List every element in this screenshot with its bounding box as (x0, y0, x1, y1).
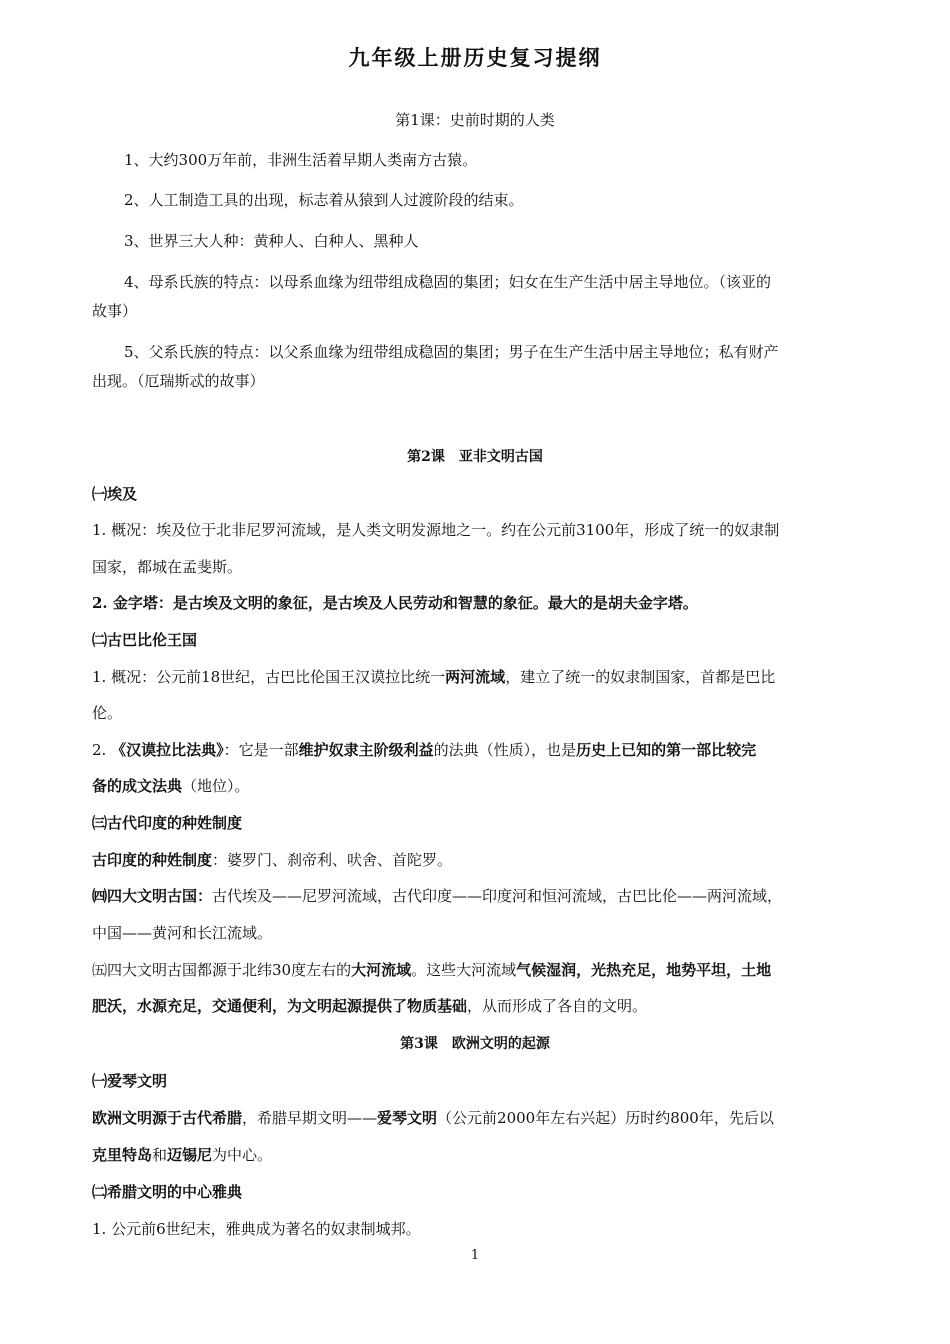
babylon-overview-cont: 伦。 (92, 704, 123, 722)
river-origin-cont (92, 996, 647, 1016)
egypt-overview: 1. 概况：埃及位于北非尼罗河流域，是人类文明发源地之一。约在公元前3100年，形成了统一的奴隶制 (92, 521, 780, 539)
lesson1-heading: 第1课：史前时期的人类 (395, 111, 555, 129)
aegean-mid1: ，希腊早期文明—— (242, 1109, 378, 1127)
river-origin-pre: ㈤四大文明古国都源于北纬30度左右的 (92, 961, 352, 979)
athens-item-1: 1. 公元前6世纪末，雅典成为著名的奴隶制城邦。 (92, 1220, 421, 1238)
egypt-pyramid: 2. 金字塔：是古埃及文明的象征，是古埃及人民劳动和智慧的象征。最大的是胡夫金字塔。 (92, 594, 698, 612)
river-origin-bold3: 肥沃，水源充足，交通便利，为文明起源提供了物质基础 (92, 997, 468, 1015)
lesson3-heading: 第3课 欧洲文明的起源 (400, 1036, 550, 1052)
river-origin (92, 960, 771, 980)
river-origin-mid: 。这些大河流域 (411, 961, 517, 979)
aegean-bold1: 欧洲文明源于古代希腊 (92, 1109, 243, 1127)
river-origin-bold1: 大河流域 (351, 961, 412, 979)
aegean-crete: 克里特岛 (92, 1146, 153, 1164)
aegean-post: （公元前2000年左右兴起）历时约800年，先后以 (437, 1109, 774, 1127)
india-caste (92, 850, 452, 870)
lesson1-item-5: 5、父系氏族的特点：以父系血缘为纽带组成稳固的集团；男子在生产生活中居主导地位；私有财产 (124, 343, 779, 361)
lesson1-item-1: 1、大约300万年前，非洲生活着早期人类南方古猿。 (124, 151, 478, 169)
egypt-heading: ㈠埃及 (92, 485, 138, 503)
babylon-overview-post: ，建立了统一的奴隶制国家，首都是巴比 (505, 668, 776, 686)
lesson2-heading: 第2课 亚非文明古国 (407, 449, 543, 465)
page-number: 1 (470, 1248, 480, 1263)
aegean-bold2: 爱琴文明 (377, 1109, 438, 1127)
babylon-code-status: 历史上已知的第一部比较完 (576, 741, 757, 759)
babylon-code-title: 《汉谟拉比法典》 (111, 741, 224, 759)
babylon-code-mid1: ：它是一部 (223, 741, 299, 759)
four-civilizations-text: 古代埃及——尼罗河流域，古代印度——印度河和恒河流域，古巴比伦——两河流域， (212, 887, 783, 905)
egypt-overview-cont: 国家，都城在孟斐斯。 (92, 558, 243, 576)
four-civilizations-cont: 中国——黄河和长江流域。 (92, 924, 273, 942)
four-civilizations (92, 886, 782, 906)
lesson1-item-4: 4、母系氏族的特点：以母系血缘为纽带组成稳固的集团；妇女在生产生活中居主导地位。（该亚的 (124, 273, 772, 291)
babylon-code-nature: 维护奴隶主阶级利益 (298, 741, 434, 759)
athens-heading: ㈡希腊文明的中心雅典 (92, 1183, 243, 1201)
babylon-code-cont (92, 776, 250, 796)
page-title: 九年级上册历史复习提纲 (348, 45, 602, 70)
babylon-overview (92, 667, 775, 687)
river-origin-bold2: 气候湿润，光热充足，地势平坦，土地 (516, 961, 772, 979)
babylon-heading: ㈡古巴比伦王国 (92, 631, 198, 649)
babylon-code-status-cont: 备的成文法典 (92, 777, 183, 795)
lesson1-item-4-cont: 故事） (92, 302, 138, 320)
india-caste-label: 古印度的种姓制度 (92, 851, 213, 869)
aegean-and: 和 (152, 1146, 168, 1164)
aegean-text (92, 1108, 774, 1128)
babylon-code-num: 2. (92, 741, 112, 759)
babylon-code (92, 740, 756, 760)
india-heading: ㈢古代印度的种姓制度 (92, 814, 243, 832)
aegean-center: 为中心。 (212, 1146, 273, 1164)
babylon-two-rivers: 两河流域 (445, 668, 506, 686)
babylon-code-mid2: 的法典（性质），也是 (433, 741, 577, 759)
lesson1-item-3: 3、世界三大人种：黄种人、白种人、黑种人 (124, 232, 419, 250)
india-caste-text: ：婆罗门、刹帝利、吠舍、首陀罗。 (212, 851, 453, 869)
aegean-mycenae: 迈锡尼 (167, 1146, 213, 1164)
river-origin-post: ，从而形成了各自的文明。 (467, 997, 648, 1015)
aegean-heading: ㈠爱琴文明 (92, 1072, 168, 1090)
babylon-code-status-post: （地位）。 (182, 777, 250, 795)
aegean-text-cont (92, 1145, 272, 1165)
babylon-overview-pre: 1. 概况：公元前18世纪，古巴比伦国王汉谟拉比统一 (92, 668, 446, 686)
four-civilizations-heading: ㈣四大文明古国： (92, 887, 213, 905)
lesson1-item-5-cont: 出现。（厄瑞斯忒的故事） (92, 372, 265, 390)
lesson1-item-2: 2、人工制造工具的出现，标志着从猿到人过渡阶段的结束。 (124, 191, 524, 209)
